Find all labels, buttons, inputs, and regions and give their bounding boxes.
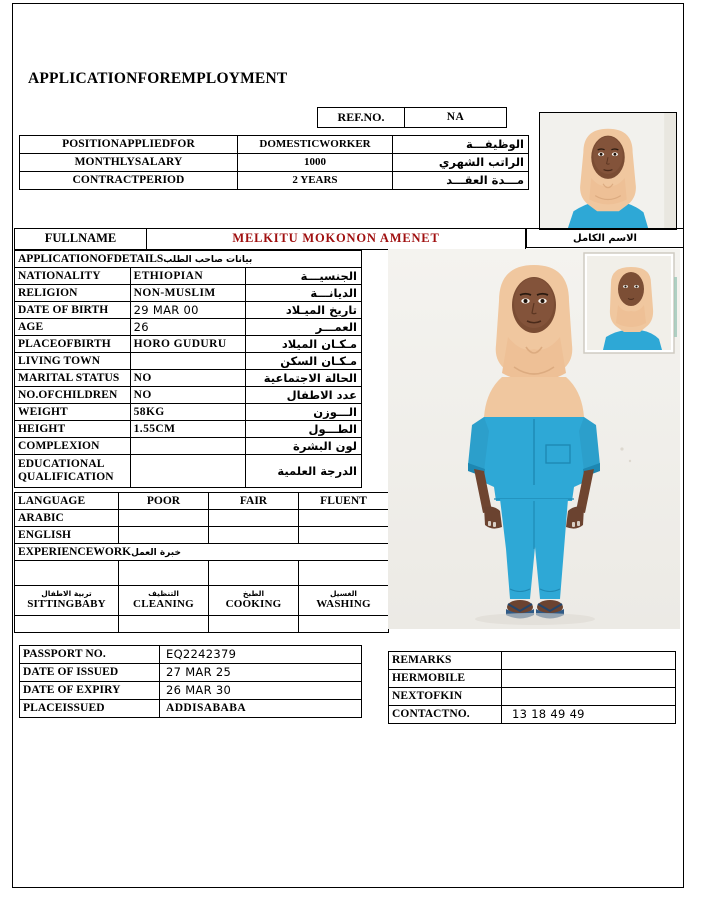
application-details-table bbox=[14, 250, 362, 488]
table-row bbox=[15, 544, 389, 561]
table-row bbox=[15, 353, 362, 370]
table-row bbox=[389, 706, 676, 724]
complexion-label: COMPLEXION bbox=[15, 438, 131, 455]
no-of-children-value[interactable]: NO bbox=[130, 387, 246, 404]
task-cleaning-mark[interactable] bbox=[119, 616, 209, 633]
applicant-full-body-photo bbox=[388, 249, 680, 629]
experience-blank-cell-3[interactable] bbox=[209, 561, 299, 586]
educational-qualification-value[interactable] bbox=[130, 455, 246, 488]
poor-header: POOR bbox=[119, 493, 209, 510]
fullname-table bbox=[14, 228, 526, 250]
date-of-expiry-label: DATE OF EXPIRY bbox=[20, 682, 160, 700]
next-of-kin-label: NEXTOFKIN bbox=[389, 688, 502, 706]
table-row bbox=[15, 493, 389, 510]
table-row bbox=[15, 404, 362, 421]
position-applied-value[interactable]: DOMESTICWORKER bbox=[238, 136, 393, 154]
applicant-passport-photo bbox=[539, 112, 677, 230]
task-washing-mark[interactable] bbox=[299, 616, 389, 633]
task-cleaning-label: CLEANING bbox=[133, 598, 194, 611]
age-arabic: العمـــر bbox=[246, 319, 362, 336]
task-washing bbox=[299, 586, 389, 616]
position-applied-label: POSITIONAPPLIEDFOR bbox=[20, 136, 238, 154]
task-cleaning bbox=[119, 586, 209, 616]
experience-work-ar: خبرة العمل bbox=[131, 547, 181, 558]
table-row bbox=[20, 664, 362, 682]
date-of-issued-label: DATE OF ISSUED bbox=[20, 664, 160, 682]
contact-no-value[interactable]: 13 18 49 49 bbox=[502, 706, 676, 724]
weight-arabic: الـــوزن bbox=[246, 404, 362, 421]
task-cooking bbox=[209, 586, 299, 616]
task-sitting-baby-label: SITTINGBABY bbox=[27, 598, 106, 611]
table-row bbox=[15, 510, 389, 527]
educational-qualification-arabic: الدرجة العلمية bbox=[246, 455, 362, 488]
language-header: LANGUAGE bbox=[15, 493, 119, 510]
complexion-value[interactable] bbox=[130, 438, 246, 455]
table-row bbox=[15, 336, 362, 353]
fluent-header: FLUENT bbox=[299, 493, 389, 510]
height-value[interactable]: 1.55CM bbox=[130, 421, 246, 438]
date-of-birth-label: DATE OF BIRTH bbox=[15, 302, 131, 319]
religion-arabic: الديانـــة bbox=[246, 285, 362, 302]
height-label: HEIGHT bbox=[15, 421, 131, 438]
no-of-children-arabic: عدد الاطفال bbox=[246, 387, 362, 404]
english-poor-cell[interactable] bbox=[119, 527, 209, 544]
table-row bbox=[20, 154, 529, 172]
task-washing-label: WASHING bbox=[316, 598, 371, 611]
task-cleaning-arabic: التنظيف bbox=[148, 589, 179, 599]
position-applied-arabic: الوظيفـــة bbox=[393, 136, 529, 154]
passport-no-value[interactable]: EQ2242379 bbox=[160, 646, 362, 664]
next-of-kin-value[interactable] bbox=[502, 688, 676, 706]
living-town-label: LIVING TOWN bbox=[15, 353, 131, 370]
fullname-value[interactable]: MELKITU MOKONON AMENET bbox=[147, 229, 526, 250]
table-row bbox=[15, 421, 362, 438]
marital-status-label: MARITAL STATUS bbox=[15, 370, 131, 387]
table-row bbox=[15, 387, 362, 404]
her-mobile-value[interactable] bbox=[502, 670, 676, 688]
living-town-value[interactable] bbox=[130, 353, 246, 370]
fair-header: FAIR bbox=[209, 493, 299, 510]
task-cooking-mark[interactable] bbox=[209, 616, 299, 633]
fullname-arabic-label: الاسم الكامل bbox=[573, 232, 637, 244]
task-cooking-arabic: الطبخ bbox=[242, 589, 265, 599]
date-of-issued-value[interactable]: 27 MAR 25 bbox=[160, 664, 362, 682]
page-title: APPLICATIONFOREMPLOYMENT bbox=[28, 70, 288, 87]
weight-label: WEIGHT bbox=[15, 404, 131, 421]
table-row bbox=[15, 370, 362, 387]
contract-period-label: CONTRACTPERIOD bbox=[20, 172, 238, 190]
english-language-label: ENGLISH bbox=[15, 527, 119, 544]
monthly-salary-label: MONTHLYSALARY bbox=[20, 154, 238, 172]
place-of-birth-label: PLACEOFBIRTH bbox=[15, 336, 131, 353]
task-sitting-baby-mark[interactable] bbox=[15, 616, 119, 633]
arabic-language-label: ARABIC bbox=[15, 510, 119, 527]
arabic-poor-cell[interactable] bbox=[119, 510, 209, 527]
details-header bbox=[15, 251, 362, 268]
table-row bbox=[20, 682, 362, 700]
english-fair-cell[interactable] bbox=[209, 527, 299, 544]
experience-blank-cell-2[interactable] bbox=[119, 561, 209, 586]
contract-period-value[interactable]: 2 YEARS bbox=[238, 172, 393, 190]
table-row bbox=[20, 646, 362, 664]
table-row bbox=[15, 251, 362, 268]
arabic-fair-cell[interactable] bbox=[209, 510, 299, 527]
experience-blank-cell-1[interactable] bbox=[15, 561, 119, 586]
table-row bbox=[15, 586, 389, 616]
ref-no-table bbox=[317, 107, 507, 128]
religion-label: RELIGION bbox=[15, 285, 131, 302]
height-arabic: الطـــول bbox=[246, 421, 362, 438]
position-details-table bbox=[19, 135, 529, 190]
passport-photo-graphic bbox=[540, 113, 676, 229]
arabic-fluent-cell[interactable] bbox=[299, 510, 389, 527]
her-mobile-label: HERMOBILE bbox=[389, 670, 502, 688]
table-row bbox=[15, 229, 526, 250]
contract-period-arabic: مـــدة العقـــد bbox=[393, 172, 529, 190]
age-value[interactable]: 26 bbox=[130, 319, 246, 336]
task-washing-arabic: الغسيل bbox=[329, 589, 357, 599]
table-row bbox=[20, 172, 529, 190]
fullname-arabic-box bbox=[526, 228, 684, 248]
place-issued-value[interactable]: ADDISABABA bbox=[160, 700, 362, 718]
living-town-arabic: مـكـان السكن bbox=[246, 353, 362, 370]
nationality-label: NATIONALITY bbox=[15, 268, 131, 285]
table-row bbox=[15, 527, 389, 544]
full-body-photo-graphic bbox=[388, 249, 680, 629]
task-sitting-baby bbox=[15, 586, 119, 616]
age-label: AGE bbox=[15, 319, 131, 336]
task-cooking-label: COOKING bbox=[225, 598, 282, 611]
place-of-birth-arabic: مـكـان الميلاد bbox=[246, 336, 362, 353]
remarks-label: REMARKS bbox=[389, 652, 502, 670]
task-sitting-baby-arabic: تربية الاطفال bbox=[41, 589, 92, 599]
educational-qualification-label: EDUCATIONAL QUALIFICATION bbox=[15, 455, 131, 488]
nationality-value[interactable]: ETHIOPIAN bbox=[130, 268, 246, 285]
table-row bbox=[20, 136, 529, 154]
marital-status-arabic: الحالة الاجتماعية bbox=[246, 370, 362, 387]
remarks-value[interactable] bbox=[502, 652, 676, 670]
table-row bbox=[389, 652, 676, 670]
details-header-en: APPLICATIONOFDETAILS bbox=[18, 252, 164, 265]
monthly-salary-value[interactable]: 1000 bbox=[238, 154, 393, 172]
fullname-label: FULLNAME bbox=[15, 229, 147, 250]
table-row bbox=[15, 319, 362, 336]
ref-no-value[interactable]: NA bbox=[405, 108, 507, 128]
nationality-arabic: الجنسيـــة bbox=[246, 268, 362, 285]
table-row bbox=[15, 455, 362, 488]
no-of-children-label: NO.OFCHILDREN bbox=[15, 387, 131, 404]
passport-no-label: PASSPORT NO. bbox=[20, 646, 160, 664]
passport-table bbox=[19, 645, 362, 718]
table-row bbox=[15, 561, 389, 586]
ref-no-label: REF.NO. bbox=[318, 108, 405, 128]
table-row bbox=[15, 285, 362, 302]
marital-status-value[interactable]: NO bbox=[130, 370, 246, 387]
language-experience-table bbox=[14, 492, 389, 633]
experience-work-header bbox=[15, 544, 389, 561]
weight-value[interactable]: 58KG bbox=[130, 404, 246, 421]
contact-no-label: CONTACTNO. bbox=[389, 706, 502, 724]
complexion-arabic: لون البشرة bbox=[246, 438, 362, 455]
table-row bbox=[318, 108, 507, 128]
place-of-birth-value[interactable]: HORO GUDURU bbox=[130, 336, 246, 353]
table-row bbox=[389, 670, 676, 688]
date-of-birth-value[interactable]: 29 MAR 00 bbox=[130, 302, 246, 319]
english-fluent-cell[interactable] bbox=[299, 527, 389, 544]
table-row bbox=[15, 616, 389, 633]
place-issued-label: PLACEISSUED bbox=[20, 700, 160, 718]
table-row bbox=[20, 700, 362, 718]
table-row bbox=[15, 268, 362, 285]
table-row bbox=[15, 302, 362, 319]
religion-value[interactable]: NON-MUSLIM bbox=[130, 285, 246, 302]
details-header-ar: بيانات صاحب الطلب bbox=[163, 254, 253, 265]
monthly-salary-arabic: الراتب الشهري bbox=[393, 154, 529, 172]
date-of-birth-arabic: تاريخ الميـلاد bbox=[246, 302, 362, 319]
table-row bbox=[389, 688, 676, 706]
experience-work-en: EXPERIENCEWORK bbox=[18, 545, 132, 558]
table-row bbox=[15, 438, 362, 455]
date-of-expiry-value[interactable]: 26 MAR 30 bbox=[160, 682, 362, 700]
remarks-table bbox=[388, 651, 676, 724]
experience-blank-cell-4[interactable] bbox=[299, 561, 389, 586]
